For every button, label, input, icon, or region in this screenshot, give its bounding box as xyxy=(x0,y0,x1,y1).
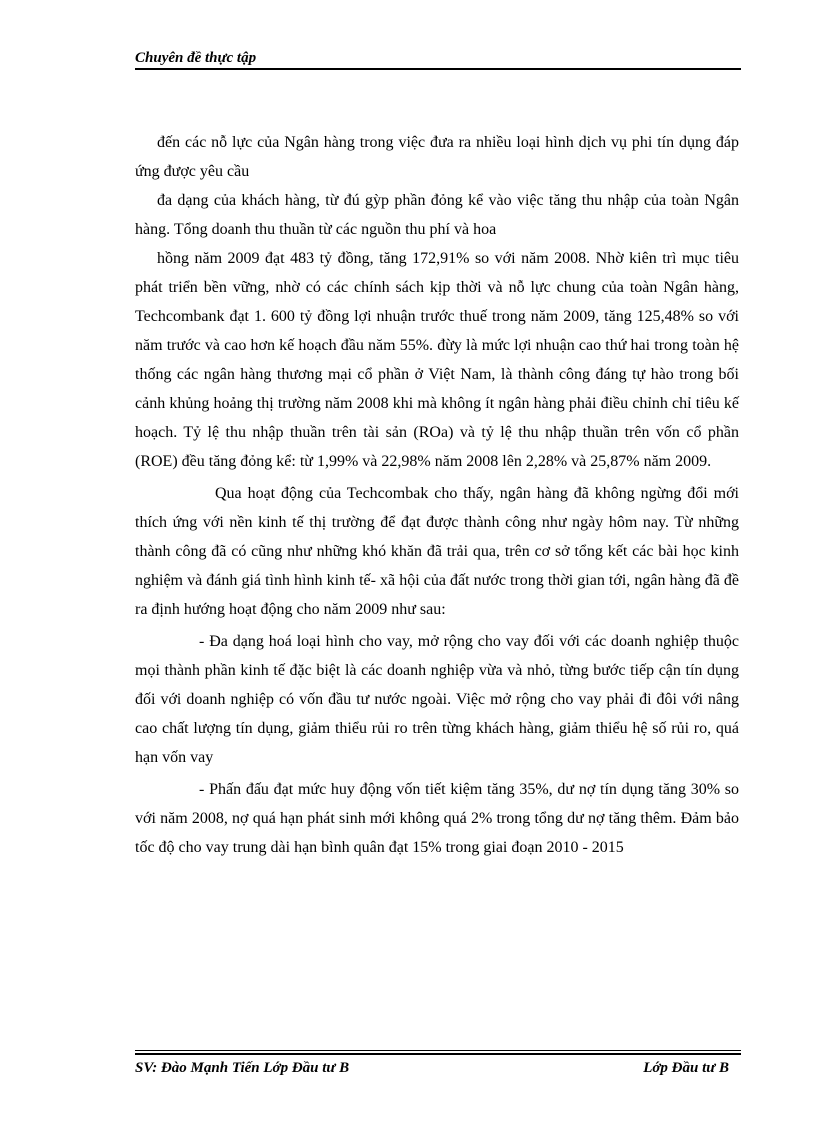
footer-student: SV: Đào Mạnh Tiến Lớp Đầu tư B xyxy=(135,1060,350,1076)
footer-rule-thick xyxy=(135,1053,741,1055)
bullet-paragraph-1: - Đa dạng hoá loại hình cho vay, mở rộng cho vay đối với các doanh nghiệp thuộc mọi thành phần kinh tế đặc biệt là các doanh nghiệp vừa và nhỏ, từng bước tiếp cận tín dụng đối với doanh nghiệp có vốn đầu tư nước ngoài. Việc mở rộng cho vay phải đi đôi với nâng cao chất lượng tín dụng, giảm thiểu rủi ro trên từng khách hàng, giảm thiểu hệ số rủi ro, quá hạn vốn vay xyxy=(135,633,739,766)
paragraph-2: đa dạng của khách hàng, từ đú gỳp phần đỏng kể vào việc tăng thu nhập của toàn Ngân hàng. Tổng doanh thu thuần từ các nguồn thu phí và hoa xyxy=(135,192,739,238)
body-text xyxy=(135,128,739,862)
paragraph-3: hồng năm 2009 đạt 483 tỷ đồng, tăng 172,91% so với năm 2008. Nhờ kiên trì mục tiêu phát triển bền vững, nhờ có các chính sách kịp thời và nỗ lực chung của toàn Ngân hàng, Techcombank đạt 1. 600 tỷ đồng lợi nhuận trước thuế trong năm 2009, tăng 125,48% so với năm trước và cao hơn kế hoạch đầu năm 55%. đừy là mức lợi nhuận cao thứ hai trong toàn hệ thống các ngân hàng thương mại cổ phần ở Việt Nam, là thành công đáng tự hào trong bối cảnh khủng hoảng thị trường năm 2008 khi mà không ít ngân hàng phải điều chỉnh chỉ tiêu kế hoạch. Tỷ lệ thu nhập thuần trên tài sản (ROa) và tỷ lệ thu nhập thuần trên vốn cổ phần (ROE) đều tăng đỏng kể: từ 1,99% và 22,98% năm 2008 lên 2,28% và 25,87% năm 2009. xyxy=(135,250,739,470)
header-title: Chuyên đề thực tập xyxy=(135,50,257,66)
page-header xyxy=(135,49,741,67)
footer-class: Lớp Đầu tư B xyxy=(643,1060,729,1076)
bullet-paragraph-2: - Phấn đấu đạt mức huy động vốn tiết kiệm tăng 35%, dư nợ tín dụng tăng 30% so với năm 2008, nợ quá hạn phát sinh mới không quá 2% trong tổng dư nợ tăng thêm. Đảm bảo tốc độ cho vay trung dài hạn bình quân đạt 15% trong giai đoạn 2010 - 2015 xyxy=(135,781,739,856)
header-rule xyxy=(135,68,741,70)
paragraph-1: đến các nỗ lực của Ngân hàng trong việc đưa ra nhiều loại hình dịch vụ phi tín dụng đáp ứng được yêu cầu xyxy=(135,134,739,180)
paragraph-4: Qua hoạt động của Techcombak cho thấy, ngân hàng đã không ngừng đổi mới thích ứng với nền kinh tế thị trường để đạt được thành công như ngày hôm nay. Từ những thành công đã có cũng như những khó khăn đã trải qua, trên cơ sở tổng kết các bài học kinh nghiệm và đánh giá tình hình kinh tế- xã hội của đất nước trong thời gian tới, ngân hàng đã đề ra định hướng hoạt động cho năm 2009 như sau: xyxy=(135,485,739,618)
footer-rule-thin xyxy=(135,1050,741,1051)
